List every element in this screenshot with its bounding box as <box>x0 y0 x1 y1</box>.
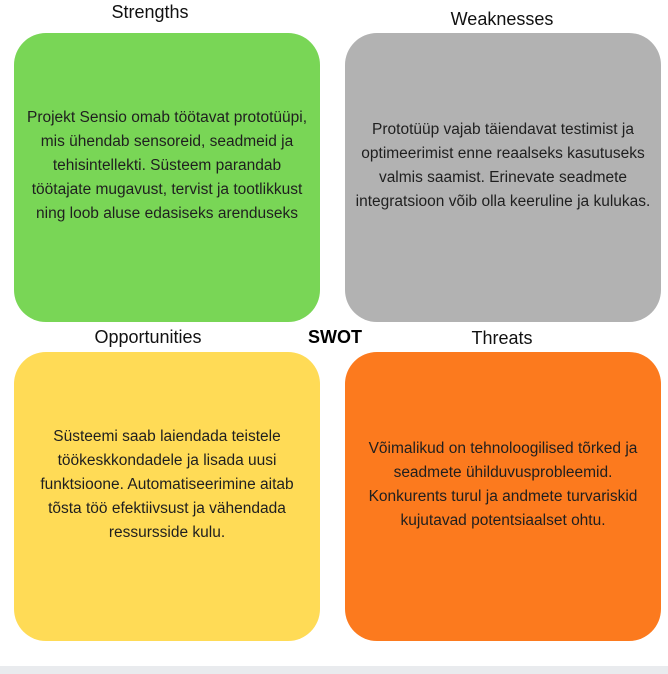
swot-center-label: SWOT <box>308 327 362 347</box>
weaknesses-text: Prototüüp vajab täiendavat testimist ja optimeerimist enne reaalseks kasutuseks valmis saamist. Erinevate seadmete integratsioon võib olla keeruline ja kulukas. <box>355 120 651 210</box>
opportunities-box <box>14 352 320 641</box>
threats-title: Threats <box>471 328 533 348</box>
strengths-box <box>14 33 320 322</box>
bottom-edge-strip <box>0 666 668 674</box>
opportunities-title: Opportunities <box>94 327 202 347</box>
weaknesses-title: Weaknesses <box>450 9 554 29</box>
threats-box <box>345 352 661 641</box>
threats-text: Võimalikud on tehnoloogilised tõrked ja seadmete ühilduvusprobleemid. Konkurents turul ja andmete turvariskid kujutavad potentsiaalset ohtu. <box>368 439 638 529</box>
weaknesses-box <box>345 33 661 322</box>
opportunities-text: Süsteemi saab laiendada teistele töökeskkondadele ja lisada uusi funktsioone. Automatiseerimine aitab tõsta töö efektiivsust ja vähendada ressursside kulu. <box>40 427 294 541</box>
strengths-title: Strengths <box>111 2 189 22</box>
strengths-text: Projekt Sensio omab töötavat prototüüpi, mis ühendab sensoreid, seadmeid ja tehisintellekti. Süsteem parandab töötajate mugavust, tervist ja tootlikkust ning loob aluse edasiseks arenduseks <box>26 108 308 222</box>
